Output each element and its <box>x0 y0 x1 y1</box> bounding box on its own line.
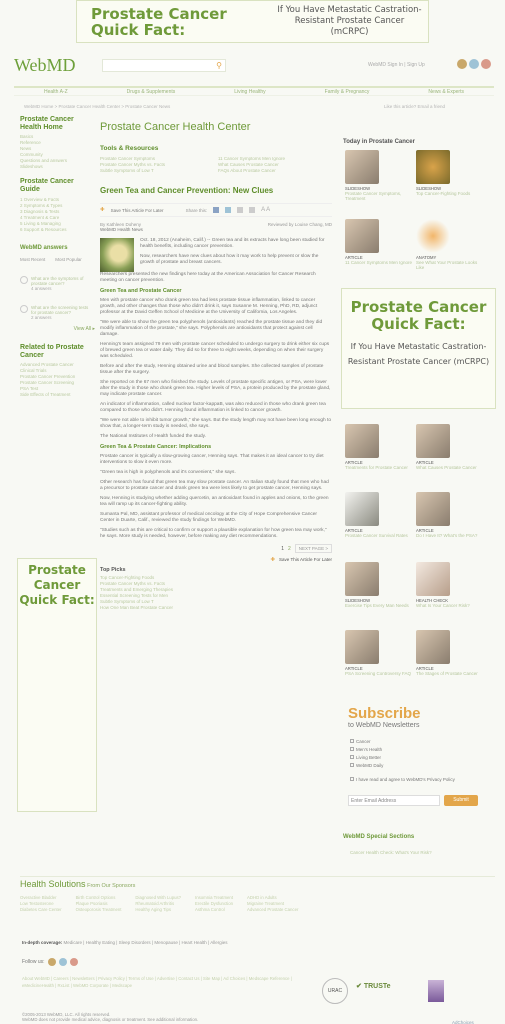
today-title: Today in Prostate Cancer <box>343 139 415 145</box>
guide-item[interactable]: 5 Living & Managing <box>20 221 61 226</box>
newsletter-option[interactable] <box>350 754 455 762</box>
answers-title: WebMD answers <box>20 245 68 251</box>
nav-living-healthy[interactable]: Living Healthy <box>234 89 266 95</box>
today-tile[interactable] <box>416 424 486 470</box>
article-paragraph: An indicator of inflammation, called nuclear factor-kappaB, was also reduced in those who drank green tea compared to those who didn't. Henning found inflammation is linked to cancer growth. <box>100 402 326 413</box>
sidebar-item[interactable]: News <box>20 146 32 151</box>
sidebar-item[interactable]: Slideshows <box>20 164 43 169</box>
guide-item[interactable]: 2 Symptoms & Types <box>20 203 63 208</box>
top-pick-link[interactable]: Treatments and Emerging Therapies <box>100 587 174 592</box>
guide-item[interactable]: 4 Treatment & Care <box>20 215 60 220</box>
privacy-agree[interactable] <box>350 776 455 784</box>
solution-link[interactable]: Insomnia Treatment <box>195 895 234 900</box>
today-tile[interactable] <box>416 630 486 676</box>
tile-caption[interactable]: PSA Screening Controversy FAQ <box>345 671 412 676</box>
newsletter-label: Cancer <box>356 739 371 744</box>
answer-item[interactable] <box>20 276 95 291</box>
article-subheading: Green Tea and Prostate Cancer <box>100 288 182 294</box>
answer-item[interactable] <box>20 305 95 320</box>
newsletter-options <box>350 738 455 784</box>
newsletter-label: Living Better <box>356 755 382 760</box>
view-all-label[interactable]: View All <box>73 326 92 332</box>
article-paragraph: Prostate cancer is typically a slow-growing cancer, Henning says. That makes it an ideal cancer to try diet interventions to slow it even more. <box>100 454 324 465</box>
answer-count: 4 answers <box>31 286 52 291</box>
tile-kind: SLIDESHOW <box>345 186 371 191</box>
lead-section <box>100 238 332 272</box>
right-ad-headline: Prostate Cancer Quick Fact: <box>350 298 487 333</box>
article-paragraph: Sumanta Pal, MD, assistant professor of medical oncology at the City of Hope Comprehensive Cancer Center in Duarte, Calif., reviewed the study findings for WebMD. <box>100 512 318 523</box>
question-icon <box>20 305 28 313</box>
article-title: Green Tea and Cancer Prevention: New Clues <box>100 186 274 195</box>
twitter-icon[interactable] <box>469 59 479 69</box>
search-input[interactable] <box>102 59 226 72</box>
related-item[interactable]: Prostate Cancer Prevention <box>20 374 76 379</box>
top-pick-link[interactable]: Prostate Cancer Myths vs. Facts <box>100 581 166 586</box>
today-tile[interactable] <box>416 492 486 538</box>
tile-image <box>345 630 379 664</box>
tile-kind: ARTICLE <box>345 460 363 465</box>
related-title: Related to Prostate Cancer <box>20 344 84 359</box>
plus-icon[interactable]: ✚ <box>100 207 105 213</box>
tile-caption[interactable]: Treatments for Prostate Cancer <box>345 465 408 470</box>
sidebar-item[interactable]: Reference <box>20 140 41 145</box>
right-sidebar-ad[interactable] <box>341 288 496 409</box>
tile-kind: ARTICLE <box>416 460 434 465</box>
sidebar-item[interactable]: Basics <box>20 134 34 139</box>
twitter-icon[interactable] <box>225 207 231 213</box>
today-tile[interactable] <box>416 562 486 608</box>
sidebar-home-title[interactable]: Prostate Cancer Health Home <box>20 116 74 131</box>
tool-link[interactable]: 11 Cancer Symptoms Men Ignore <box>218 156 285 161</box>
tile-image <box>416 630 450 664</box>
tile-kind: ARTICLE <box>345 666 363 671</box>
tools-list <box>100 156 332 174</box>
article-paragraph: She reported on the 67 men who finished the study. Levels of prostate specific antigen, or PSA, were lower after the study in those who drank green tea. Higher levels of PSA, a protein produced by the prostate gland, may indicate prostate cancer. <box>100 380 331 397</box>
article-paragraph: "Studies such as this are critical to confirm or support a plausible explanation for how green tea may work," he says. More study is needed, however, before making any diet recommendations. <box>100 528 327 539</box>
submit-button[interactable]: Submit <box>444 795 478 806</box>
social-icons <box>455 59 491 71</box>
sidebar-item[interactable]: Community <box>20 152 43 157</box>
sidebar-guide-list <box>20 197 95 233</box>
twitter-icon[interactable] <box>59 958 67 966</box>
newsletter-label: Men's Health <box>356 747 383 752</box>
right-ad-subtext: If You Have Metastatic Castration-Resistant Prostate Cancer (mCRPC) <box>347 342 490 366</box>
sidebar-guide-title[interactable]: Prostate Cancer Guide <box>20 178 74 193</box>
nav-family[interactable]: Family & Pregnancy <box>324 89 370 95</box>
follow-us <box>22 958 78 966</box>
today-tile[interactable] <box>345 219 415 265</box>
left-sidebar-ad[interactable] <box>17 558 97 812</box>
related-item[interactable]: Advanced Prostate Cancer <box>20 362 74 367</box>
center-title: Prostate Cancer Health Center <box>100 121 251 133</box>
plus-icon: ✚ <box>270 557 276 563</box>
tool-link[interactable]: What Causes Prostate Cancer <box>218 162 279 167</box>
top-banner-ad[interactable] <box>76 0 429 43</box>
article-paragraph: Researchers presented the new findings here today at the American Association for Cancer Research meeting on cancer prevention. <box>100 272 316 283</box>
agree-label: I have read and agree to WebMD's Privacy Policy <box>356 777 455 782</box>
solution-link[interactable]: Rheumatoid Arthritis <box>135 901 175 906</box>
question-text[interactable]: What are the symptoms of prostate cancer? <box>31 276 84 286</box>
solution-link[interactable]: Advanced Prostate Cancer <box>247 907 299 912</box>
article-paragraph: Oct. 18, 2012 (Anaheim, Calif.) -- Green tea and its extracts have long been studied for health benefits, including cancer prevention. <box>140 238 325 249</box>
tool-link[interactable]: Prostate Cancer Symptoms <box>100 156 156 161</box>
solution-link[interactable]: Healthy Aging Tips <box>135 907 172 912</box>
tile-caption[interactable]: What Is Your Cancer Risk? <box>416 603 470 608</box>
newsletter-label: WebMD Daily <box>356 763 384 768</box>
facebook-icon[interactable] <box>213 207 219 213</box>
top-pick-link[interactable]: Top Cancer-Fighting Foods <box>100 575 155 580</box>
share-label: Share this: <box>185 207 208 213</box>
article-paragraph: Henning's team assigned 79 men with prostate cancer scheduled to undergo surgery to drink either six cups of brewed green tea or water daily. They did so for three to eight weeks, depending on when their surgery was scheduled. <box>100 342 330 359</box>
article-paragraph: "We were not able to inhibit tumor growth," she says. But the study length may not have been long enough to show that, a longer-term study is needed, she says. <box>100 418 332 429</box>
account-links[interactable] <box>368 62 425 68</box>
sidebar-item[interactable]: Questions and answers <box>20 158 68 163</box>
tile-caption[interactable]: See What Your Prostate Looks Like <box>416 260 478 270</box>
tile-image <box>416 150 450 184</box>
special-section-link[interactable]: Cancer Health Check: What's Your Risk? <box>350 850 432 855</box>
guide-item[interactable]: 6 Support & Resources <box>20 227 67 232</box>
tool-link[interactable]: Subtle Symptoms of Low T <box>100 168 154 173</box>
article-paragraph: Before and after the study, Henning obtained urine and blood samples. She collected samples of prostate tissue after the surgery. <box>100 364 324 375</box>
solution-link[interactable]: Low Testosterone <box>20 901 54 906</box>
solution-link[interactable]: Diagnosed With Lupus? <box>135 895 182 900</box>
article-paragraph: "We were able to show the green tea polyphenols (antioxidants) reached the prostate tissue and they did modify inflammation of the prostate," she says. Polyphenols are antioxidants that protect against cell damage. <box>100 320 323 337</box>
today-tile[interactable] <box>345 630 415 676</box>
page-number[interactable]: 1 <box>281 545 284 552</box>
checkbox[interactable] <box>350 777 354 781</box>
tab-most-recent[interactable]: Most Recent <box>20 257 46 262</box>
sidebar-home-list <box>20 134 95 170</box>
related-item[interactable]: Clinical Trials <box>20 368 47 373</box>
solution-link[interactable]: Erectile Dysfunction <box>195 901 234 906</box>
solution-link[interactable]: ADHD in Adults <box>247 895 277 900</box>
tile-caption[interactable]: Top Cancer-Fighting Foods <box>416 191 471 196</box>
truste-label: TRUSTe <box>363 983 391 990</box>
tile-image <box>416 562 450 596</box>
health-solutions <box>20 876 495 913</box>
solutions-title: Health Solutions <box>20 879 86 889</box>
tile-caption[interactable]: Prostate Cancer Survival Rates <box>345 533 408 538</box>
email-placeholder: Enter Email Address <box>351 798 397 804</box>
tile-image <box>345 219 379 253</box>
hon-badge[interactable] <box>428 980 444 1002</box>
tool-link[interactable]: Prostate Cancer Myths vs. Facts <box>100 162 166 167</box>
search-icon[interactable]: ⚲ <box>216 61 222 70</box>
special-sections-list <box>350 850 432 856</box>
pinterest-icon[interactable] <box>481 59 491 69</box>
solution-link[interactable]: Osteoporosis Treatment <box>75 907 122 912</box>
save-article-link[interactable]: Save This Article For Later <box>110 207 164 213</box>
disclaimer-text[interactable]: WebMD does not provide medical advice, diagnosis or treatment. See additional information. <box>22 1017 199 1022</box>
save-bottom[interactable] <box>100 557 332 563</box>
follow-label: Follow us: <box>22 959 45 965</box>
article-paragraph: Now, Henning is studying whether adding quercetin, an antioxidant found in apples and onions, to the green tea will ramp up its cancer-fighting ability. <box>100 496 329 507</box>
urac-badge[interactable]: URAC <box>322 978 348 1004</box>
tile-caption[interactable]: The Stages of Prostate Cancer <box>416 671 478 676</box>
check-icon: ✔ <box>356 983 362 990</box>
logo-text: WebMD <box>14 55 76 75</box>
facebook-icon[interactable] <box>457 59 467 69</box>
tile-kind: ARTICLE <box>416 666 434 671</box>
in-depth-label: In-depth coverage: <box>22 940 63 945</box>
solution-link[interactable]: Birth Control Options <box>75 895 116 900</box>
article-paragraph: Now, researchers have new clues about how it may work to help prevent or slow the growth of prostate and breast cancers. <box>140 254 319 265</box>
special-sections-title: WebMD Special Sections <box>343 834 415 840</box>
checkbox[interactable] <box>350 747 354 751</box>
nav-health-a-z[interactable]: Health A-Z <box>44 89 68 95</box>
email-icon[interactable] <box>237 207 243 213</box>
newsletter-option[interactable] <box>350 762 455 770</box>
subscribe-subtitle: to WebMD Newsletters <box>348 722 420 729</box>
top-pick-link[interactable]: Essential Screening Tests for Men <box>100 593 168 598</box>
today-tile[interactable] <box>345 424 415 470</box>
today-tile[interactable] <box>345 150 415 201</box>
page-number[interactable]: 2 <box>287 545 291 552</box>
top-picks-list <box>100 575 332 611</box>
arrow-right-icon: ▸ <box>92 326 95 332</box>
related-item[interactable]: Side Effects of Treatment <box>20 392 71 397</box>
facebook-icon[interactable] <box>48 958 56 966</box>
tile-image <box>416 492 450 526</box>
print-icon[interactable] <box>249 207 255 213</box>
tile-caption[interactable]: Do I Have It? What's the PSA? <box>416 533 478 538</box>
newsletter-option[interactable] <box>350 746 455 754</box>
sign-in-links[interactable]: WebMD Sign In | Sign Up <box>368 62 425 68</box>
today-tile[interactable] <box>345 562 415 608</box>
nav-news[interactable]: News & Experts <box>428 89 464 95</box>
solution-link[interactable]: Diabetes Care Center <box>20 907 62 912</box>
today-tile[interactable] <box>416 150 486 196</box>
answers-tabs <box>20 257 95 262</box>
left-ad-headline: Prostate Cancer Quick Fact: <box>19 563 95 607</box>
tab-most-popular[interactable]: Most Popular <box>55 257 82 262</box>
truste-badge[interactable] <box>356 982 391 990</box>
view-all-link[interactable] <box>20 326 95 332</box>
left-sidebar <box>20 116 95 398</box>
tile-kind: SLIDESHOW <box>416 186 442 191</box>
copyright <box>22 1012 198 1022</box>
answer-count: 2 answers <box>31 315 52 320</box>
article-subheading: Green Tea & Prostate Cancer: Implications <box>100 444 212 450</box>
nav-drugs[interactable]: Drugs & Supplements <box>126 89 176 95</box>
tile-kind: ANATOMY <box>416 255 437 260</box>
tile-caption[interactable]: What Causes Prostate Cancer <box>416 465 477 470</box>
article-paragraph: "Green tea is high in polyphenols and it's convenient," she says. <box>100 470 236 475</box>
newsletter-option[interactable] <box>350 738 455 746</box>
top-pick-link[interactable]: How One Man Beat Prostate Cancer <box>100 605 174 610</box>
today-tile[interactable] <box>416 219 486 270</box>
next-page-button[interactable]: NEXT PAGE > <box>295 544 332 553</box>
pinterest-icon[interactable] <box>70 958 78 966</box>
article-paragraph: The National Institutes of Health funded the study. <box>100 434 207 439</box>
guide-item[interactable]: 3 Diagnosis & Tests <box>20 209 60 214</box>
tile-image <box>345 150 379 184</box>
main-content <box>100 121 332 611</box>
tile-caption[interactable]: Exercise Tips Every Man Needs <box>345 603 409 608</box>
article-paragraph: Other research has found that green tea may slow prostate cancer. An Italian study found that men who had a precursor to prostate cancer and drank green tea were less likely to get prostate cancer, Henning says. <box>100 480 329 491</box>
tile-caption[interactable]: Prostate Cancer Symptoms, Treatment <box>345 191 402 201</box>
solution-link[interactable]: Overactive Bladder <box>20 895 57 900</box>
today-tile[interactable] <box>345 492 415 538</box>
guide-item[interactable]: 1 Overview & Facts <box>20 197 60 202</box>
tile-image <box>345 492 379 526</box>
solution-link[interactable]: Migraine Treatment <box>247 901 285 906</box>
footer-links[interactable]: About WebMD | Careers | Newsletters | Privacy Policy | Terms of Use | Advertise | Contact Us | Site Map | Ad Choices | Medscape Reference | eMedicineHealth | RxList | WebMD Corporate | Medscape <box>22 976 292 988</box>
tile-kind: ARTICLE <box>345 528 363 533</box>
tile-kind: ARTICLE <box>416 528 434 533</box>
tile-image <box>345 562 379 596</box>
byline: By Kathleen Doheny <box>100 222 142 227</box>
tile-caption[interactable]: 11 Cancer Symptoms Men Ignore <box>345 260 412 265</box>
tile-kind: SLIDESHOW <box>345 598 371 603</box>
email-field[interactable] <box>348 795 440 806</box>
article-paragraph: Men with prostate cancer who drank green tea had less prostate tissue inflammation, linked to cancer growth, and other changes than those who didn't drink it, says Susanne M. Henning, PhD, RD, adjunct professor at the David Geffen School of Medicine at the University of California, Los Angeles. <box>100 298 318 315</box>
subscribe-title: Subscribe <box>348 705 421 722</box>
tile-image <box>345 424 379 458</box>
tile-image <box>416 219 450 253</box>
question-text[interactable]: What are the screening tests for prostate cancer? <box>31 305 89 315</box>
ad-headline: Prostate Cancer Quick Fact: <box>91 5 227 39</box>
tile-kind: ARTICLE <box>345 255 363 260</box>
reviewed-by: Reviewed by Louise Chang, MD <box>267 222 332 227</box>
green-tea-image <box>100 238 134 272</box>
in-depth-row <box>22 940 227 945</box>
adchoices-link[interactable]: AdChoices <box>452 1020 474 1024</box>
top-picks-title: Top Picks <box>100 567 126 573</box>
tool-link[interactable]: FAQs About Prostate Cancer <box>218 168 276 173</box>
ad-subtext: If You Have Metastatic Castration-Resistant Prostate Cancer (mCRPC) <box>277 5 422 37</box>
related-item[interactable]: Prostate Cancer Screening <box>20 380 75 385</box>
text-size-icon[interactable]: A A <box>261 207 271 213</box>
related-item[interactable]: PSA Test <box>20 386 39 391</box>
breadcrumb-right-links[interactable]: Like this article? Email a friend <box>384 104 446 109</box>
webmd-logo[interactable] <box>14 55 76 76</box>
solution-link[interactable]: Plaque Psoriasis <box>75 901 108 906</box>
copyright-text: ©2005-2013 WebMD, LLC. All rights reserved. <box>22 1012 111 1017</box>
breadcrumb[interactable]: WebMD Home > Prostate Cancer Health Center > Prostate Cancer News <box>24 104 171 109</box>
tools-title: Tools & Resources <box>100 145 159 152</box>
news-source: WebMD Health News <box>100 227 143 232</box>
in-depth-links[interactable]: Medicare | Healthy Eating | Sleep Disorders | Menopause | Heart Health | Allergies <box>63 940 228 945</box>
tile-image <box>416 424 450 458</box>
pagination <box>100 544 332 553</box>
checkbox[interactable] <box>350 739 354 743</box>
main-nav <box>14 86 494 96</box>
byline-row <box>100 222 332 232</box>
question-icon <box>20 276 28 284</box>
share-bar <box>100 203 332 217</box>
solution-link[interactable]: Asthma Control <box>195 907 225 912</box>
solutions-subtitle: From Our Sponsors <box>87 883 136 889</box>
save-article-link[interactable]: Save This Article For Later <box>279 557 332 562</box>
tile-kind: HEALTH CHECK <box>416 598 449 603</box>
related-list <box>20 362 95 398</box>
checkbox[interactable] <box>350 755 354 759</box>
checkbox[interactable] <box>350 763 354 767</box>
top-pick-link[interactable]: Subtle Symptoms of Low T <box>100 599 154 604</box>
